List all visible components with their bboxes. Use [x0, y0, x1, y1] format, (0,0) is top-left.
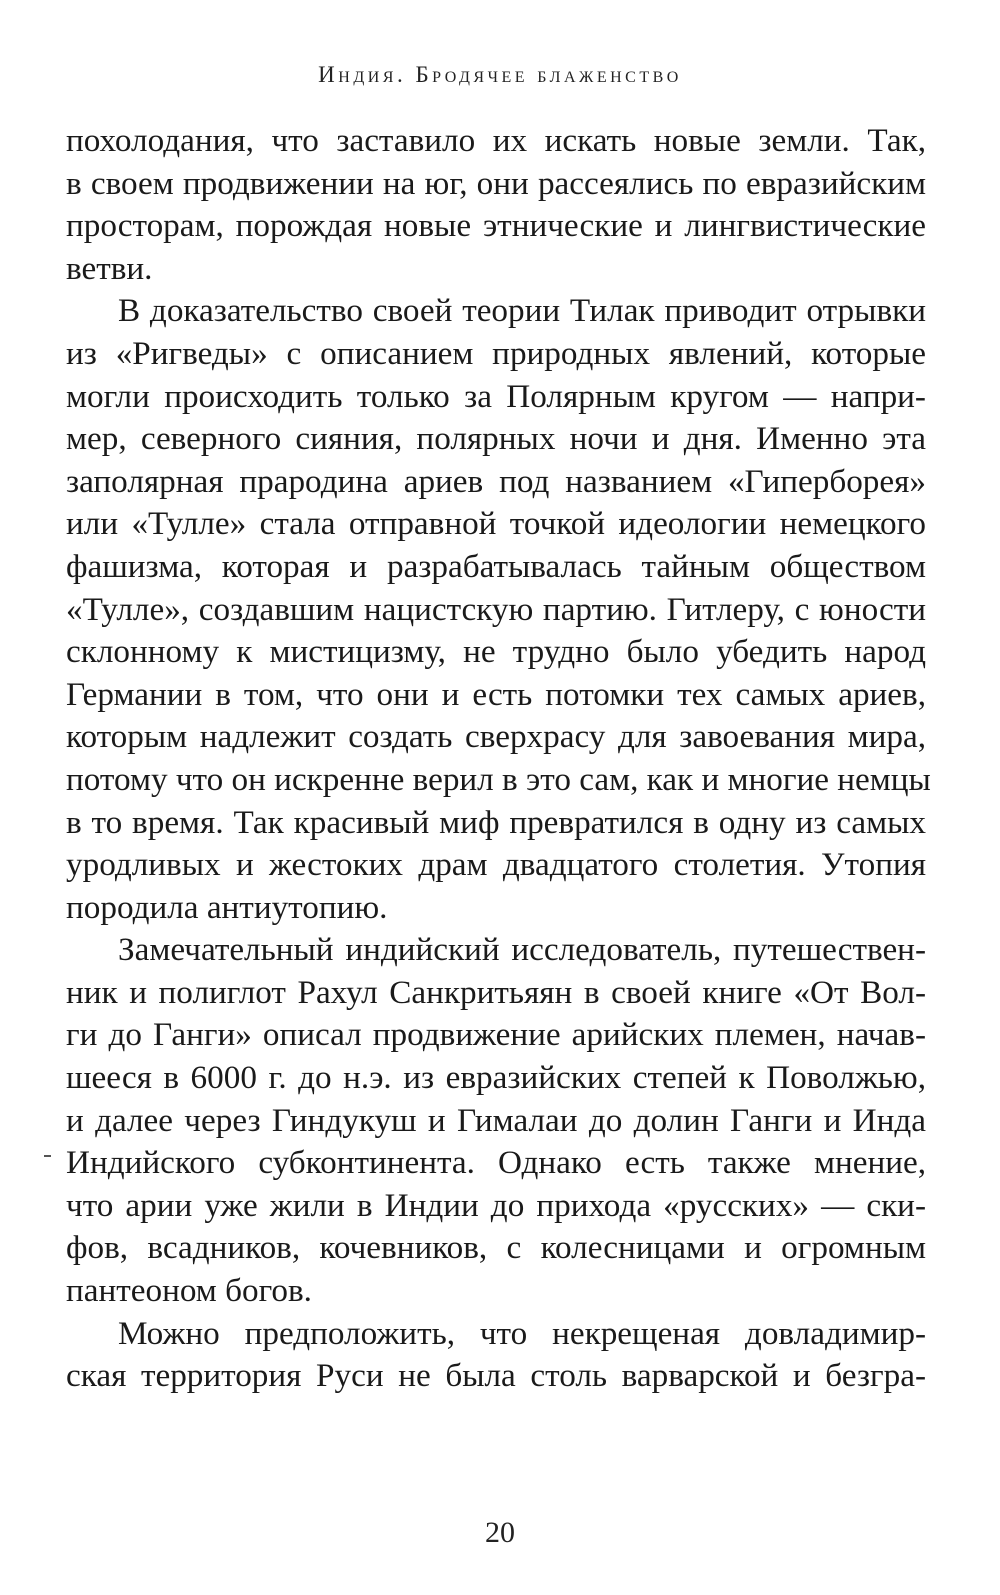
text-line: похолодания, что заставило их искать новые земли. Так, — [66, 122, 926, 159]
paragraph-start-line: Замечательный индийский исследователь, путешествен- — [118, 931, 926, 969]
paragraph-start-line: Можно предположить, что некрещеная довладимир- — [118, 1314, 926, 1352]
text-line: ник и полиглот Рахул Санкритьяян в своей книге «От Вол- — [66, 973, 926, 1011]
text-line: просторам, порождая новые этнические и лингвистические — [66, 207, 926, 245]
text-line: Германии в том, что они и есть потомки тех самых ариев, — [66, 675, 926, 713]
text-line: фов, всадников, кочевников, с колесницами и огромным — [66, 1229, 926, 1267]
print-speck — [44, 1155, 51, 1157]
text-line: заполярная прародина ариев под названием «Гиперборея» — [66, 462, 926, 500]
text-line: склонному к мистицизму, не трудно было убедить народ — [66, 633, 926, 671]
text-line: мер, северного сияния, полярных ночи и дня. Именно эта — [66, 420, 926, 458]
text-line: и далее через Гиндукуш и Гималаи до долин Ганги и Инда — [66, 1101, 926, 1139]
body-text — [66, 120, 931, 1398]
text-line: ветви. — [66, 249, 153, 287]
paragraph-start-line: В доказательство своей теории Тилак приводит отрывки — [118, 292, 926, 330]
text-line: «Тулле», создавшим нацистскую партию. Гитлеру, с юности — [66, 590, 926, 628]
text-line: ги до Ганги» описал продвижение арийских племен, начав- — [66, 1016, 926, 1054]
running-header: Индия. Бродячее блаженство — [318, 62, 682, 87]
text-line: шееся в 6000 г. до н.э. из евразийских степей к Поволжью, — [66, 1059, 926, 1097]
text-line: пантеоном богов. — [66, 1272, 312, 1310]
page-number: 20 — [485, 1516, 515, 1549]
text-line: которым надлежит создать сверхрасу для завоевания мира, — [66, 718, 926, 756]
text-line: фашизма, которая и разрабатывалась тайным обществом — [66, 547, 926, 585]
text-line: в то время. Так красивый миф превратился в одну из самых — [66, 803, 926, 841]
text-line: в своем продвижении на юг, они рассеялись по евразийским — [66, 164, 926, 202]
text-line: уродливых и жестоких драм двадцатого столетия. Утопия — [66, 846, 926, 884]
text-line: из «Ригведы» с описанием природных явлений, которые — [66, 334, 926, 372]
text-line: потому что он искренне верил в это сам, как и многие немцы — [66, 760, 931, 798]
text-line: что арии уже жили в Индии до прихода «русских» — ски- — [66, 1186, 926, 1224]
text-line: или «Тулле» стала отправной точкой идеологии немецкого — [66, 505, 926, 543]
text-line: ская территория Руси не была столь варварской и безгра- — [66, 1357, 926, 1395]
text-line: породила антиутопию. — [66, 888, 388, 926]
text-line: могли происходить только за Полярным кругом — напри- — [66, 377, 926, 415]
text-line: Индийского субконтинента. Однако есть также мнение, — [66, 1144, 926, 1182]
